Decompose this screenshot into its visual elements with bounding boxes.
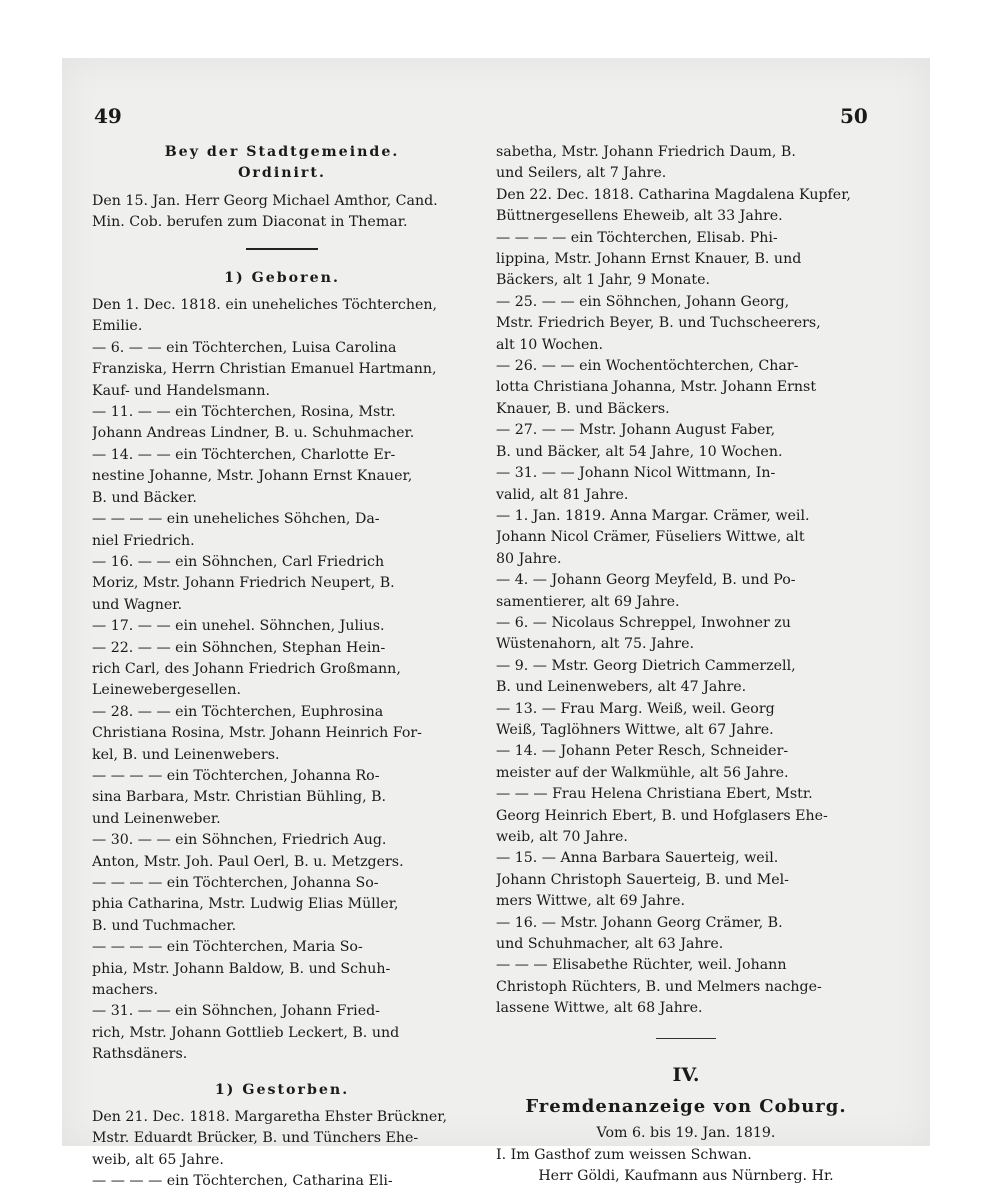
text-line: niel Friedrich. bbox=[92, 532, 195, 549]
text-line: Franziska, Herrn Christian Emanuel Hartmann, bbox=[92, 361, 437, 378]
text-line: B. und Leinenwebers, alt 47 Jahre. bbox=[496, 679, 747, 696]
text-line: nestine Johanne, Mstr. Johann Ernst Knauer, bbox=[92, 468, 413, 485]
text-line: — 22. — — ein Söhnchen, Stephan Hein- bbox=[92, 639, 386, 656]
text-line: — 17. — — ein unehel. Söhnchen, Julius. bbox=[92, 618, 385, 635]
text-line: Min. Cob. berufen zum Diaconat in Themar. bbox=[92, 214, 408, 231]
gasthof-heading: I. Im Gasthof zum weissen Schwan. bbox=[496, 1146, 752, 1163]
text-line: und Wagner. bbox=[92, 596, 183, 613]
text-line: valid, alt 81 Jahre. bbox=[496, 486, 629, 503]
text-line: weib, alt 65 Jahre. bbox=[92, 1151, 224, 1168]
text-line: und Leinenweber. bbox=[92, 810, 221, 827]
text-line: sabetha, Mstr. Johann Friedrich Daum, B. bbox=[496, 144, 796, 160]
text-line: Wüstenahorn, alt 75. Jahre. bbox=[496, 636, 694, 653]
section-title: Fremdenanzeige von Coburg. bbox=[525, 1096, 847, 1118]
text-line: — 14. — Johann Peter Resch, Schneider- bbox=[496, 743, 789, 760]
text-line: sina Barbara, Mstr. Christian Bühling, B. bbox=[92, 789, 387, 806]
text-line: — 31. — — ein Söhnchen, Johann Fried- bbox=[92, 1003, 380, 1020]
text-line: phia Catharina, Mstr. Ludwig Elias Müller, bbox=[92, 896, 399, 913]
section-divider bbox=[246, 248, 318, 250]
text-line: kel, B. und Leinenwebers. bbox=[92, 746, 280, 763]
text-line: Bäckers, alt 1 Jahr, 9 Monate. bbox=[496, 272, 710, 289]
text-line: Johann Andreas Lindner, B. u. Schuhmacher. bbox=[92, 425, 415, 442]
text-line: alt 10 Wochen. bbox=[496, 336, 604, 353]
text-line: samentierer, alt 69 Jahre. bbox=[496, 593, 680, 610]
guest-entry: Herr Göldi, Kaufmann aus Nürnberg. Hr. bbox=[538, 1168, 834, 1185]
left-column bbox=[92, 142, 472, 1193]
text-line: — — — — ein Töchterchen, Johanna So- bbox=[92, 875, 379, 891]
text-line: Knauer, B. und Bäckers. bbox=[496, 400, 670, 417]
text-line: — 16. — Mstr. Johann Georg Crämer, B. bbox=[496, 914, 783, 931]
text-line: — 9. — Mstr. Georg Dietrich Cammerzell, bbox=[496, 657, 796, 674]
text-line: lotta Christiana Johanna, Mstr. Johann Ernst bbox=[496, 379, 817, 396]
date-range: Vom 6. bis 19. Jan. 1819. bbox=[596, 1125, 776, 1142]
text-line: Anton, Mstr. Joh. Paul Oerl, B. u. Metzgers. bbox=[92, 853, 404, 870]
geboren-heading: 1) Geboren. bbox=[224, 269, 340, 286]
text-line: — 15. — Anna Barbara Sauerteig, weil. bbox=[496, 850, 779, 867]
text-line: — 1. Jan. 1819. Anna Margar. Crämer, weil. bbox=[496, 507, 810, 524]
text-line: weib, alt 70 Jahre. bbox=[496, 829, 628, 845]
text-line: — 6. — — ein Töchterchen, Luisa Carolina bbox=[92, 339, 397, 356]
text-line: Den 21. Dec. 1818. Margaretha Ehster Brückner, bbox=[92, 1109, 447, 1126]
text-line: Den 15. Jan. Herr Georg Michael Amthor, Cand. bbox=[92, 192, 438, 209]
gestorben-heading: 1) Gestorben. bbox=[214, 1081, 350, 1098]
text-line: Johann Nicol Crämer, Füseliers Wittwe, alt bbox=[496, 529, 805, 546]
text-line: — — — Elisabethe Rüchter, weil. Johann bbox=[496, 957, 787, 974]
text-line: Den 22. Dec. 1818. Catharina Magdalena Kupfer, bbox=[496, 186, 851, 203]
text-line: Moriz, Mstr. Johann Friedrich Neupert, B. bbox=[92, 575, 395, 592]
text-line: — 26. — — ein Wochentöchterchen, Char- bbox=[496, 358, 799, 375]
text-line: — 14. — — ein Töchterchen, Charlotte Er- bbox=[92, 446, 396, 463]
text-line: 80 Jahre. bbox=[496, 550, 562, 567]
geboren-entries bbox=[92, 295, 472, 1066]
text-line: machers. bbox=[92, 982, 158, 999]
text-line: Johann Christoph Sauerteig, B. und Mel- bbox=[496, 871, 789, 888]
text-line: — 13. — Frau Marg. Weiß, weil. Georg bbox=[496, 700, 775, 717]
text-line: — — — Frau Helena Christiana Ebert, Mstr. bbox=[496, 786, 813, 803]
text-line: — 30. — — ein Söhnchen, Friedrich Aug. bbox=[92, 832, 387, 849]
parish-heading: Bey der Stadtgemeinde. bbox=[164, 144, 400, 160]
text-line: — — — — ein Töchterchen, Maria So- bbox=[92, 939, 363, 956]
text-line: rich, Mstr. Johann Gottlieb Leckert, B. und bbox=[92, 1024, 400, 1041]
death-entries-continued bbox=[496, 142, 876, 1020]
section-divider-right bbox=[656, 1038, 716, 1039]
text-line: rich Carl, des Johann Friedrich Großmann, bbox=[92, 660, 401, 677]
section-number: IV. bbox=[672, 1063, 700, 1086]
text-line: Mstr. Eduardt Brücker, B. und Tünchers Ehe- bbox=[92, 1130, 419, 1147]
text-line: Weiß, Taglöhners Wittwe, alt 67 Jahre. bbox=[496, 721, 774, 738]
text-line: — 6. — Nicolaus Schreppel, Inwohner zu bbox=[496, 614, 791, 631]
ordinirt-heading: Ordinirt. bbox=[238, 165, 326, 182]
text-line: B. und Bäcker. bbox=[92, 489, 197, 506]
text-line: phia, Mstr. Johann Baldow, B. und Schuh- bbox=[92, 960, 391, 977]
gestorben-entries bbox=[92, 1107, 472, 1193]
text-line: und Schuhmacher, alt 63 Jahre. bbox=[496, 936, 724, 953]
text-line: lippina, Mstr. Johann Ernst Knauer, B. und bbox=[496, 251, 802, 268]
page-number-left: 49 bbox=[94, 104, 122, 128]
text-line: — 4. — Johann Georg Meyfeld, B. und Po- bbox=[496, 572, 796, 589]
text-line: — 27. — — Mstr. Johann August Faber, bbox=[496, 422, 776, 439]
text-line: — 25. — — ein Söhnchen, Johann Georg, bbox=[496, 293, 790, 310]
text-line: Büttnergesellens Eheweib, alt 33 Jahre. bbox=[496, 208, 783, 225]
text-line: mers Wittwe, alt 69 Jahre. bbox=[496, 893, 685, 910]
text-line: lassene Wittwe, alt 68 Jahre. bbox=[496, 1000, 703, 1017]
text-line: — — — — ein Töchterchen, Elisab. Phi- bbox=[496, 229, 778, 246]
text-line: B. und Tuchmacher. bbox=[92, 917, 237, 934]
text-line: — — — — ein Töchterchen, Catharina Eli- bbox=[92, 1173, 393, 1190]
right-column bbox=[496, 142, 876, 1188]
text-line: — 28. — — ein Töchterchen, Euphrosina bbox=[92, 703, 384, 720]
text-line: Den 1. Dec. 1818. ein uneheliches Töchterchen, bbox=[92, 297, 438, 314]
text-line: Georg Heinrich Ebert, B. und Hofglasers Ehe- bbox=[496, 807, 828, 824]
text-line: — — — — ein Töchterchen, Johanna Ro- bbox=[92, 767, 380, 784]
page-number-right: 50 bbox=[840, 104, 868, 128]
text-line: B. und Bäcker, alt 54 Jahre, 10 Wochen. bbox=[496, 443, 783, 460]
text-line: Christoph Rüchters, B. und Melmers nachge- bbox=[496, 978, 822, 995]
ordinirt-entries bbox=[92, 191, 472, 234]
text-line: — 31. — — Johann Nicol Wittmann, In- bbox=[496, 465, 776, 482]
text-line: Mstr. Friedrich Beyer, B. und Tuchscheerers, bbox=[496, 315, 821, 332]
text-line: — — — — ein uneheliches Söhchen, Da- bbox=[92, 511, 380, 528]
text-line: — 11. — — ein Töchterchen, Rosina, Mstr. bbox=[92, 404, 396, 421]
text-line: Leinewebergesellen. bbox=[92, 682, 241, 699]
text-line: meister auf der Walkmühle, alt 56 Jahre. bbox=[496, 764, 789, 781]
text-line: Rathsdäners. bbox=[92, 1046, 188, 1063]
text-line: Kauf- und Handelsmann. bbox=[92, 382, 271, 399]
text-line: Christiana Rosina, Mstr. Johann Heinrich For- bbox=[92, 725, 422, 742]
text-line: — 16. — — ein Söhnchen, Carl Friedrich bbox=[92, 553, 385, 570]
text-line: Emilie. bbox=[92, 318, 143, 335]
text-line: und Seilers, alt 7 Jahre. bbox=[496, 165, 667, 182]
